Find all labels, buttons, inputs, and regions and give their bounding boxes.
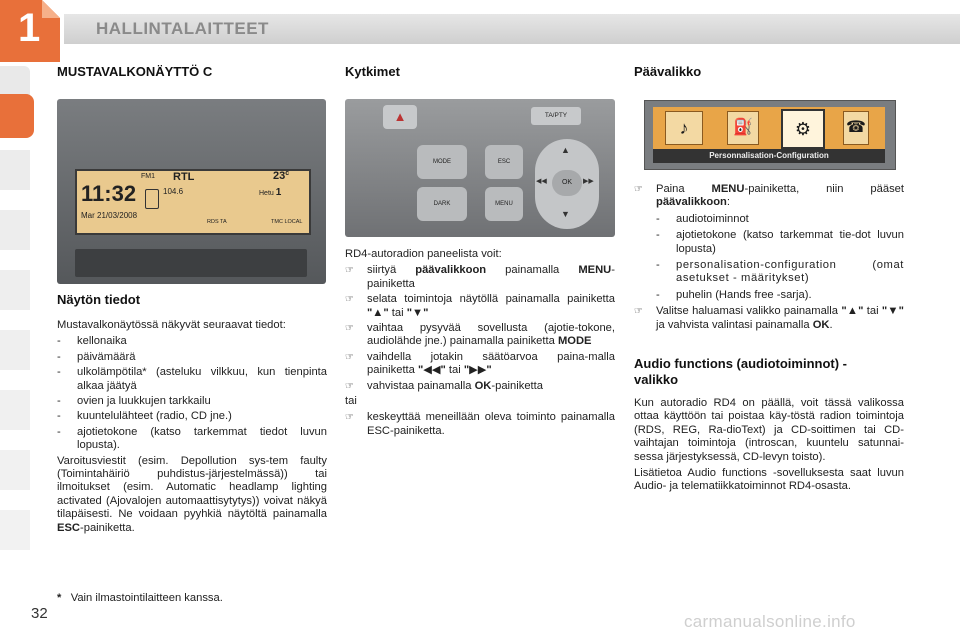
esc-button[interactable]: ESC	[485, 145, 523, 179]
pointing-hand-icon: ☞	[345, 265, 354, 277]
sub-list-item: - puhelin (Hands free -sarja).	[656, 288, 812, 301]
display-date: Mar 21/03/2008	[81, 211, 138, 220]
mode-button[interactable]: MODE	[417, 145, 467, 179]
pointing-hand-icon: ☞	[345, 323, 354, 335]
pointing-hand-icon: ☞	[345, 294, 354, 306]
display-door-icon	[145, 189, 159, 209]
nav-down-button[interactable]: ▼	[561, 209, 570, 219]
switches-text	[345, 248, 615, 440]
display-info-text	[57, 319, 327, 538]
menu-caption: Personnalisation-Configuration	[653, 149, 885, 163]
footnote	[57, 592, 223, 605]
list-item: ☞ keskeyttää meneillään oleva toiminto painamalla ESC-painiketta.	[345, 411, 615, 437]
hazard-button[interactable]	[383, 105, 417, 129]
display-temp	[273, 170, 289, 182]
list-item: ☞ vaihdella jotakin säätöarvoa paina-malla painiketta "◀◀" tai "▶▶"	[345, 350, 615, 377]
list-item: ☞ siirtyä päävalikkoon painamalla MENU-painiketta	[345, 264, 615, 290]
list-item: ☞ Paina MENU-painiketta, niin pääset päävalikkoon:	[634, 183, 904, 209]
list-item: ☞ selata toimintoja näytöllä painamalla painiketta "▲" tai "▼"	[345, 293, 615, 319]
menu-button[interactable]: MENU	[485, 187, 523, 221]
nav-up-button[interactable]: ▲	[561, 145, 570, 155]
header-title: HALLINTALAITTEET	[96, 19, 269, 38]
menu-trip-computer-icon[interactable]: ⛽	[727, 111, 759, 145]
section-title-switches: Kytkimet	[345, 64, 400, 79]
pointing-hand-icon: ☞	[634, 184, 643, 195]
display-track	[259, 187, 281, 198]
dark-button[interactable]: DARK	[417, 187, 467, 221]
display-fm: FM1	[141, 173, 155, 180]
list-item: - ulkolämpötila* (asteluku vilkkuu, kun tienpinta alkaa jäätyä	[57, 366, 327, 392]
nav-ring	[535, 139, 599, 229]
list-item: ☞ vaihtaa pysyvää sovellusta (ajotie-tokone, audiolähde jne.) painamalla painiketta MODE	[345, 322, 615, 348]
page-number: 32	[31, 605, 48, 622]
list-item: - päivämäärä	[57, 350, 136, 363]
watermark: carmanualsonline.info	[684, 612, 856, 631]
audio-paragraph: Kun autoradio RD4 on päällä, voit tässä valikossa ottaa käyttöön tai poistaa käy-töstä radion toimintoja (RDS, REG, Ra-dioText) ja CD-soittimen tai CD-vaihtajan toimintoja (introscan, kuuntelu satunnai-sessa järjestyksessä, CD-levyn toisto).	[634, 397, 904, 463]
section-subtitle-display-info: Näytön tiedot	[57, 292, 141, 307]
footnote-text: Vain ilmastointilaitteen kanssa.	[70, 592, 223, 604]
footnote-star: *	[57, 592, 62, 604]
display-photo	[57, 99, 326, 284]
sub-list-item: - ajotietokone (katso tarkemmat tie-dot luvun lopusta)	[656, 229, 904, 255]
audio-paragraph: Lisätietoa Audio functions -sovelluksesta saat luvun Audio- ja telematiikkatoiminnot RD4-osasta.	[634, 467, 904, 493]
list-item: - kellonaika	[57, 335, 127, 348]
switches-intro: RD4-autoradion paneelista voit:	[345, 248, 502, 260]
side-tab[interactable]	[0, 330, 30, 370]
display-station: RTL	[173, 171, 195, 183]
menu-phone-icon[interactable]: ☎	[843, 111, 869, 145]
side-tab[interactable]	[0, 150, 30, 190]
display-time: 11:32	[81, 181, 137, 206]
list-item: ☞ vahvistaa painamalla OK-painiketta	[345, 379, 543, 392]
side-tab-active[interactable]	[0, 94, 34, 138]
nav-left-button[interactable]: ◀◀	[536, 178, 547, 185]
display-lower-panel	[75, 249, 307, 277]
display-temp-value: 23	[273, 170, 286, 182]
nav-right-button[interactable]: ▶▶	[583, 178, 594, 185]
side-tab[interactable]	[0, 210, 30, 250]
list-item: - kuuntelulähteet (radio, CD jne.)	[57, 410, 232, 423]
menu-screen	[653, 107, 885, 163]
display-info-intro: Mustavalkonäytössä näkyvät seuraavat tiedot:	[57, 319, 286, 331]
menu-screen-photo	[644, 100, 896, 170]
ta-pty-button[interactable]: TA/PTY	[531, 107, 581, 125]
or-text: tai	[345, 395, 357, 408]
warning-text: Varoitusviestit (esim. Depollution sys-tem faulty (Toimintahäiriö puhdistus-järjestelmässä)) tai ilmoitukset (esim. Automatic headlamp lighting activated (Ajovalojen automaattisytytys)) voivat näkyä tilapäisesti. Ne voidaan pyyhkiä näytöltä painamalla ESC-painiketta.	[57, 454, 327, 534]
side-tab[interactable]	[0, 450, 30, 490]
pointing-hand-icon: ☞	[345, 380, 354, 392]
radio-panel-photo	[345, 99, 615, 237]
menu-settings-icon[interactable]: ⚙	[781, 109, 825, 149]
display-track-number: 1	[275, 187, 282, 198]
section-title-display: MUSTAVALKONÄYTTÖ C	[57, 64, 213, 79]
display-tmc: TMC LOCAL	[271, 219, 303, 225]
ok-button[interactable]: OK	[552, 170, 582, 196]
sub-list-item: - audiotoiminnot	[656, 212, 749, 225]
display-track-label: Hetu	[259, 190, 274, 197]
side-tab[interactable]	[0, 510, 30, 550]
main-menu-text	[634, 183, 904, 334]
pointing-hand-icon: ☞	[345, 412, 354, 424]
display-temp-unit: c	[285, 170, 290, 177]
sub-list-item: - personalisation-configuration (omat asetukset - määritykset)	[656, 259, 904, 285]
display-freq: 104.6	[163, 187, 184, 196]
section-title-audio-functions: Audio functions (audiotoiminnot) -valikko	[634, 356, 848, 387]
display-rds: RDS TA	[207, 219, 227, 225]
side-tab[interactable]	[0, 390, 30, 430]
hazard-icon: ▲	[393, 109, 407, 124]
pointing-hand-icon: ☞	[345, 351, 354, 363]
section-title-main-menu: Päävalikko	[634, 64, 702, 79]
list-item: - ajotietokone (katso tarkemmat tiedot luvun lopusta).	[57, 425, 327, 452]
side-tab[interactable]	[0, 270, 30, 310]
list-item: ☞ Valitse haluamasi valikko painamalla "▲" tai "▼" ja vahvista valintasi painamalla OK.	[634, 305, 904, 331]
display-screen	[75, 169, 311, 235]
list-item: - ovien ja luukkujen tarkkailu	[57, 395, 211, 408]
audio-functions-text	[634, 397, 904, 497]
pointing-hand-icon: ☞	[634, 306, 643, 318]
chapter-number: 1	[18, 6, 41, 50]
menu-audio-icon[interactable]: ♪	[665, 111, 703, 145]
